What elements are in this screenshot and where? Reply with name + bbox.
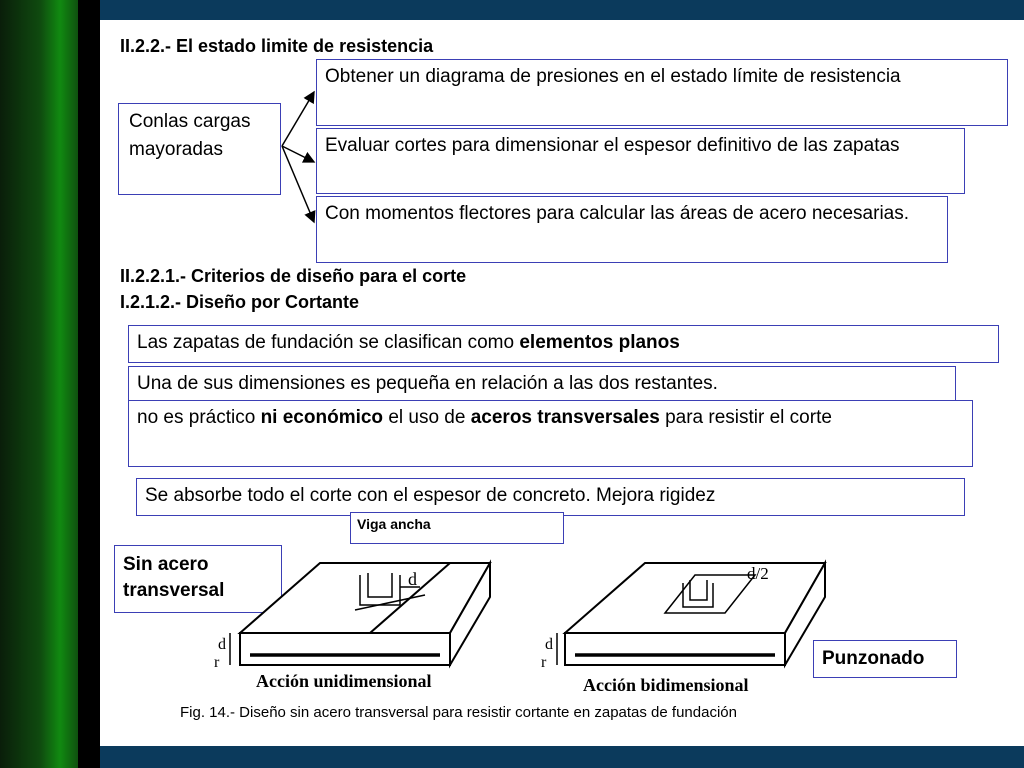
r-label-left: r	[214, 654, 220, 671]
target-box-2: Evaluar cortes para dimensionar el espesor definitivo de las zapatas	[316, 128, 965, 194]
section-title: II.2.2.- El estado limite de resistencia	[120, 36, 434, 56]
bottom-band	[100, 746, 1024, 768]
slab-front-left	[240, 633, 450, 665]
subtitle-criterios: II.2.2.1.- Criterios de diseño para el corte	[120, 266, 467, 286]
practico-text-3: para resistir el corte	[659, 407, 832, 428]
viga-ancha-label: Viga ancha	[350, 512, 564, 544]
target-box-1: Obtener un diagrama de presiones en el estado límite de resistencia	[316, 59, 1008, 126]
branch-arrows	[280, 80, 320, 230]
top-band	[100, 0, 1024, 20]
r-label-right: r	[541, 654, 547, 671]
box-practico	[128, 400, 973, 467]
figure-caption: Fig. 14.- Diseño sin acero transversal para resistir cortante en zapatas de fundación	[180, 704, 737, 721]
slab-figure-unidimensional	[200, 555, 495, 695]
slab-figure-bidimensional	[535, 555, 835, 695]
slab-front-right	[565, 633, 785, 665]
figure-label-left: Acción unidimensional	[256, 671, 432, 691]
d-half-label: d/2	[747, 564, 769, 583]
arrow-down	[282, 146, 314, 222]
source-box: Conlas cargas mayoradas	[118, 103, 281, 195]
slab-top-left	[240, 563, 490, 633]
practico-text-2: el uso de	[383, 407, 471, 428]
d-label-side-right: d	[545, 636, 553, 653]
box-elementos-planos	[128, 325, 999, 363]
practico-bold-1: ni económico	[260, 407, 384, 428]
box-absorbe: Se absorbe todo el corte con el espesor de concreto. Mejora rigidez	[136, 478, 965, 516]
planos-text: Las zapatas de fundación se clasifican como	[137, 332, 520, 353]
box-dimensiones: Una de sus dimensiones es pequeña en relación a las dos restantes.	[128, 366, 956, 404]
punzonado-box: Punzonado	[813, 640, 957, 678]
subtitle-cortante: I.2.1.2.- Diseño por Cortante	[120, 292, 360, 312]
slab-top-right	[565, 563, 825, 633]
figure-label-right: Acción bidimensional	[583, 675, 749, 695]
target-box-3: Con momentos flectores para calcular las áreas de acero necesarias.	[316, 196, 948, 263]
arrow-mid	[282, 146, 314, 162]
left-dark-strip	[78, 0, 100, 768]
d-label-top-left: d	[408, 569, 417, 589]
practico-text-1: no es práctico	[137, 407, 261, 428]
practico-bold-2: aceros transversales	[470, 407, 660, 428]
arrow-up	[282, 92, 314, 146]
sin-acero-box: Sin acero transversal	[114, 545, 282, 613]
planos-bold: elementos planos	[519, 332, 680, 353]
d-label-side-left: d	[218, 636, 226, 653]
